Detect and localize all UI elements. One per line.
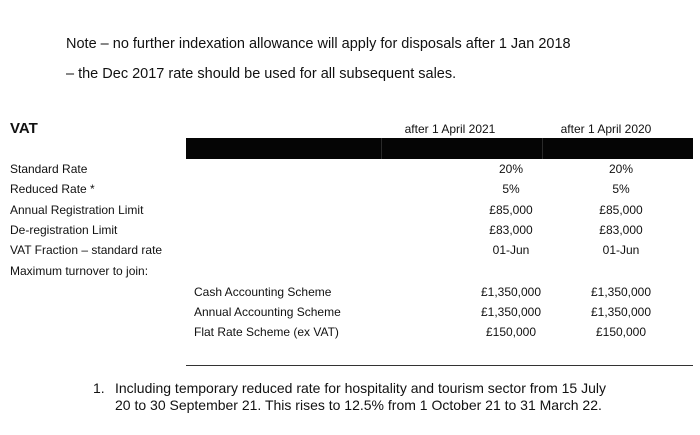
note-line-2: – the Dec 2017 rate should be used for all subsequent sales.: [66, 66, 457, 82]
value-flat-rate-2021: £150,000: [485, 325, 537, 339]
footnote-text: Including temporary reduced rate for hospitality and tourism sector from 15 July 20 to 30 September 21. This rises to 12.5% from 1 October 21 to 31 March 22.: [115, 380, 607, 413]
row-label-vat-fraction: VAT Fraction – standard rate: [10, 243, 163, 257]
value-cash-accounting-2021: £1,350,000: [480, 285, 542, 299]
value-vat-fraction-2021: 01-Jun: [492, 243, 530, 257]
header-bar-divider: [542, 138, 543, 159]
value-reduced-rate-2020: 5%: [612, 182, 630, 196]
row-label-annual-registration-limit: Annual Registration Limit: [10, 203, 144, 217]
column-header-2020: after 1 April 2020: [560, 122, 652, 136]
header-bar-divider: [381, 138, 382, 159]
row-label-deregistration-limit: De-registration Limit: [10, 223, 118, 237]
value-flat-rate-2020: £150,000: [595, 325, 647, 339]
footnote-number: 1.: [93, 380, 105, 396]
table-header-bar: [186, 138, 693, 159]
value-cash-accounting-2020: £1,350,000: [590, 285, 652, 299]
row-label-cash-accounting-scheme: Cash Accounting Scheme: [194, 285, 332, 299]
column-header-2021: after 1 April 2021: [404, 122, 496, 136]
value-deregistration-limit-2021: £83,000: [489, 223, 533, 237]
value-deregistration-limit-2020: £83,000: [599, 223, 643, 237]
row-label-reduced-rate: Reduced Rate *: [10, 182, 95, 196]
row-label-maximum-turnover: Maximum turnover to join:: [10, 264, 149, 278]
value-annual-accounting-2021: £1,350,000: [480, 305, 542, 319]
note-line-1: Note – no further indexation allowance will apply for disposals after 1 Jan 2018: [66, 36, 571, 52]
row-label-flat-rate-scheme: Flat Rate Scheme (ex VAT): [194, 325, 339, 339]
row-label-annual-accounting-scheme: Annual Accounting Scheme: [194, 305, 341, 319]
value-registration-limit-2021: £85,000: [489, 203, 533, 217]
table-bottom-rule: [186, 365, 693, 366]
value-standard-rate-2020: 20%: [608, 162, 634, 176]
value-registration-limit-2020: £85,000: [599, 203, 643, 217]
value-reduced-rate-2021: 5%: [502, 182, 520, 196]
value-annual-accounting-2020: £1,350,000: [590, 305, 652, 319]
value-standard-rate-2021: 20%: [498, 162, 524, 176]
row-label-standard-rate: Standard Rate: [10, 162, 88, 176]
vat-heading: VAT: [10, 120, 38, 137]
value-vat-fraction-2020: 01-Jun: [602, 243, 640, 257]
